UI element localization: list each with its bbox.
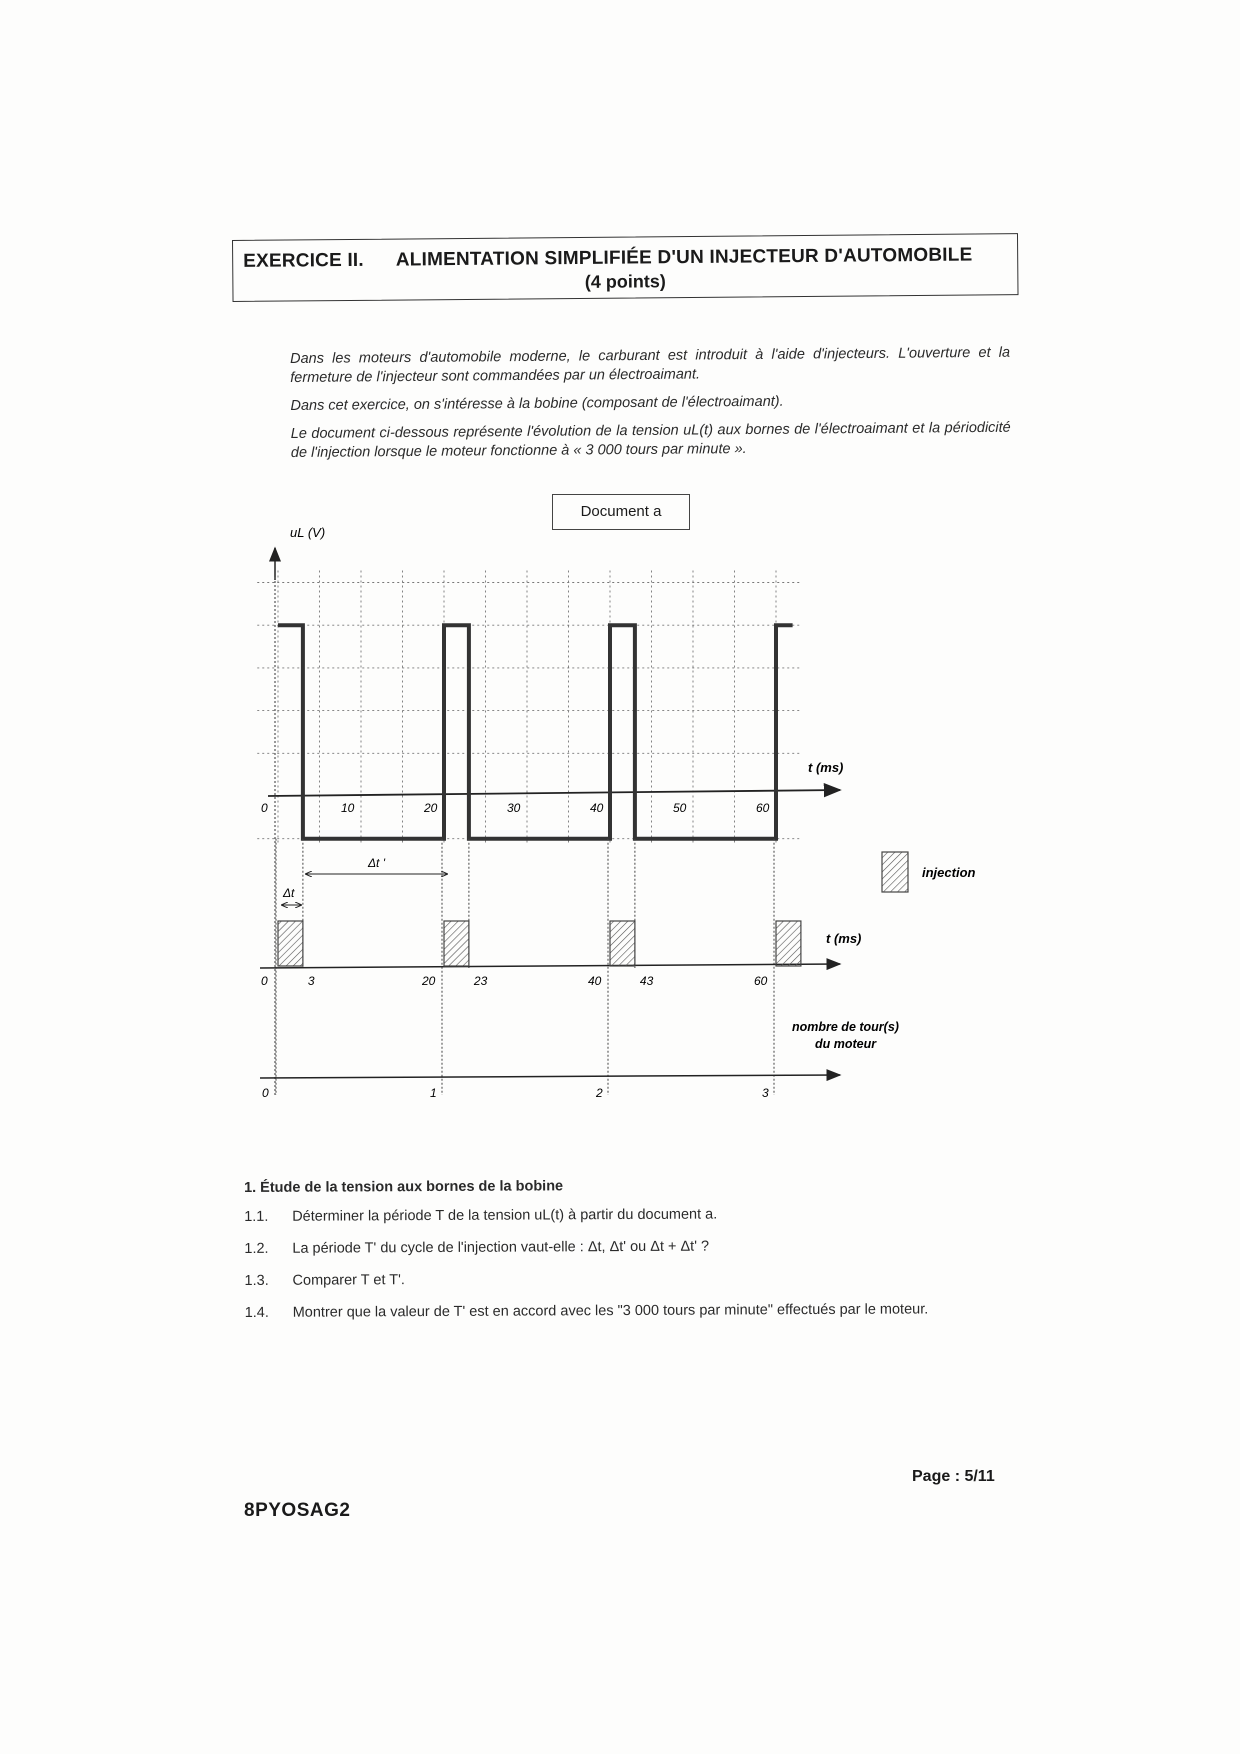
voltage-x-tick-label: 10 — [341, 801, 355, 815]
exercise-heading: ALIMENTATION SIMPLIFIÉE D'UN INJECTEUR D'AUTOMOBILE — [395, 244, 973, 271]
voltage-time-axis — [268, 790, 840, 796]
injection-bar — [444, 921, 469, 966]
revolutions-label-2: du moteur — [815, 1037, 877, 1051]
revolutions-label-1: nombre de tour(s) — [792, 1020, 899, 1034]
injection-time-axis — [260, 964, 840, 968]
injection-x-label: t (ms) — [826, 931, 862, 946]
delta-t-label: Δt — [283, 886, 295, 900]
question-item — [245, 1300, 1013, 1323]
question-text: Comparer T et T'. — [292, 1272, 405, 1289]
question-text: Montrer que la valeur de T' est en accord avec les "3 000 tours par minute" effectués par le moteur. — [292, 1301, 929, 1321]
exam-code: 8PYOSAG2 — [244, 1500, 351, 1521]
question-number: 1.4. — [244, 1304, 269, 1321]
injection-x-tick-label: 23 — [473, 974, 488, 988]
injection-x-tick-label: 0 — [261, 974, 268, 988]
delta-t-prime-label: Δt ' — [368, 856, 386, 870]
injection-legend-swatch — [882, 852, 908, 892]
injection-bar — [278, 921, 303, 966]
voltage-grid — [257, 571, 801, 845]
question-number: 1.3. — [244, 1272, 269, 1289]
exercise-number: EXERCICE II. — [243, 249, 364, 272]
revolution-tick-label: 2 — [596, 1086, 603, 1100]
injection-x-tick-label: 3 — [307, 974, 315, 988]
revolutions-axis — [260, 1075, 840, 1078]
question-text: La période T' du cycle de l'injection vaut-elle : Δt, Δt' ou Δt + Δt' ? — [292, 1238, 710, 1257]
injection-bar — [776, 921, 801, 966]
question-number: 1.1. — [244, 1208, 269, 1225]
revolution-tick-label: 1 — [430, 1086, 437, 1100]
voltage-x-tick-label: 40 — [590, 801, 604, 815]
voltage-x-tick-label: 20 — [424, 801, 438, 815]
voltage-x-label: t (ms) — [808, 760, 844, 775]
injection-x-tick-label: 60 — [754, 974, 768, 988]
question-item — [244, 1204, 1012, 1227]
question-item — [244, 1268, 1012, 1291]
voltage-x-tick-label: 50 — [673, 801, 687, 815]
voltage-x-tick-label: 0 — [261, 801, 268, 815]
injection-x-tick-label: 43 — [639, 974, 654, 988]
exercise-points: (4 points) — [584, 271, 666, 292]
intro-paragraph-1: Dans les moteurs d'automobile moderne, le carburant est introduit à l'aide d'injecteurs. L'ouverture et la fermeture de l'injecteur sont commandées par un électroaimant. — [290, 344, 1011, 386]
question-text: Déterminer la période T de la tension uL(t) à partir du document a. — [292, 1206, 718, 1225]
injection-x-tick-label: 40 — [588, 974, 602, 988]
questions-section — [244, 1176, 1013, 1336]
revolution-tick-label: 3 — [762, 1086, 769, 1100]
voltage-x-tick-label: 30 — [507, 801, 521, 815]
voltage-y-label: uL (V) — [290, 525, 326, 540]
injection-bar — [610, 921, 635, 966]
revolution-tick-label: 0 — [262, 1086, 269, 1100]
question-number: 1.2. — [244, 1240, 269, 1257]
voltage-waveform — [278, 625, 793, 839]
document-label: Document a — [552, 494, 690, 530]
injection-legend-label: injection — [922, 865, 976, 880]
questions-heading: 1. Étude de la tension aux bornes de la bobine — [244, 1178, 564, 1196]
injection-x-tick-label: 20 — [422, 974, 436, 988]
voltage-x-tick-label: 60 — [756, 801, 770, 815]
page-number: Page : 5/11 — [912, 1468, 995, 1485]
question-item — [244, 1236, 1012, 1259]
intro-paragraph-2: Dans cet exercice, on s'intéresse à la bobine (composant de l'électroaimant). — [290, 393, 784, 414]
intro-paragraph-3: Le document ci-dessous représente l'évolution de la tension uL(t) aux bornes de l'électroaimant et la périodicité de l'injection lorsque le moteur fonctionne à « 3 000 tours par minute ». — [290, 419, 1011, 461]
